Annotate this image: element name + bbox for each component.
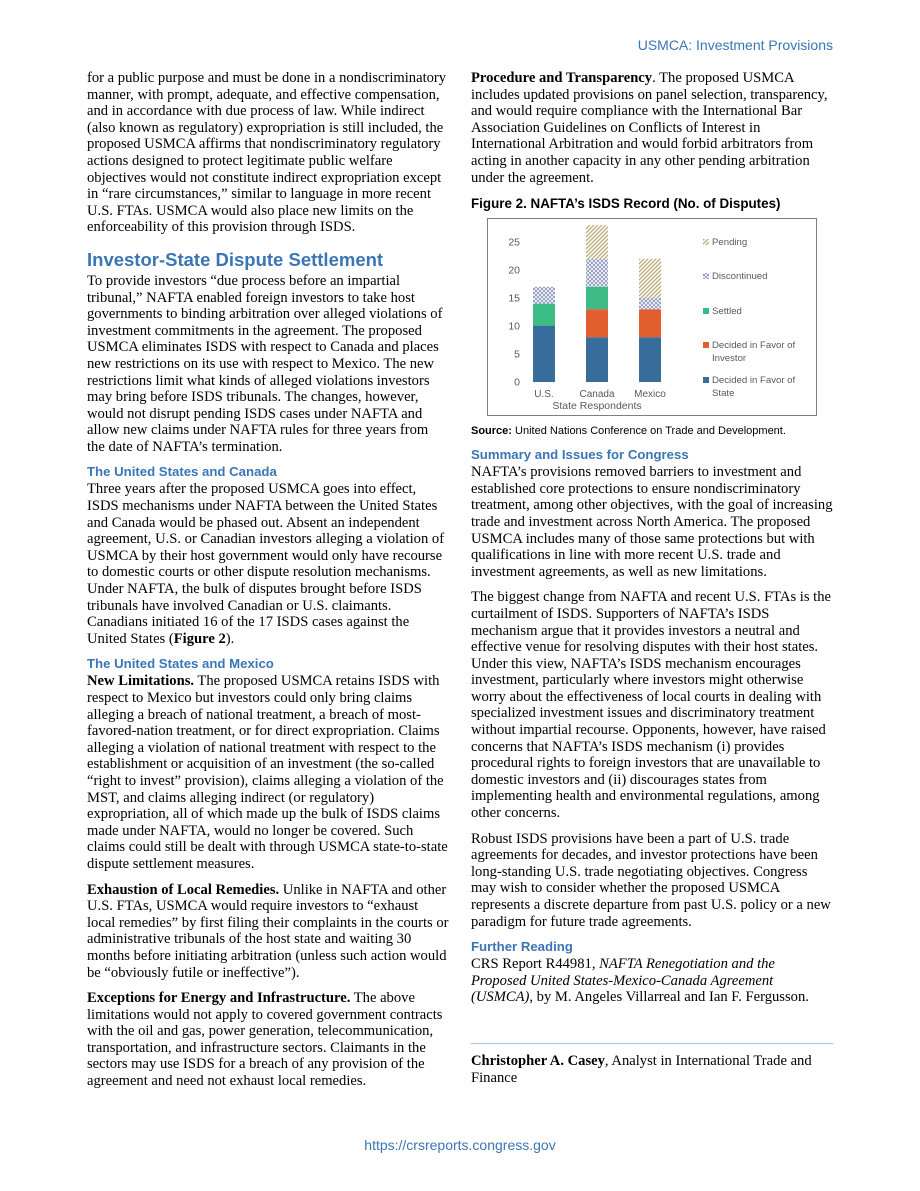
author-name: Christopher A. Casey <box>471 1052 605 1069</box>
bar-segment <box>586 225 608 259</box>
x-tick-label: Canada <box>579 389 615 401</box>
further-reading-heading: Further Reading <box>471 939 573 955</box>
procedure-label: Procedure and Transparency <box>471 70 653 86</box>
new-limitations-paragraph <box>87 673 449 872</box>
isds-heading: Investor-State Dispute Settlement <box>87 248 384 270</box>
intro-paragraph: for a public purpose and must be done in a nondiscriminatory manner, with prompt, adequate, and effective compensation, and in accordance with due process of law. While indirect (also known as regulatory) expropriation is still included, the proposed USMCA affirms that nondiscriminatory regulatory actions designed to protect legitimate public welfare objectives would not constitute indirect expropriation except in “rare circumstances,” similar to language in more recent U.S. FTAs. USMCA would also place new limits on the enforceability of this provision through ISDS. <box>87 70 447 236</box>
procedure-text: . The proposed USMCA includes updated provisions on panel selection, transparency, and would require compliance with the International Bar Association Guidelines on Conflicts of Interest in International Arbitration and would forbid arbitrators from acting in another capacity in any other pending arbitration under the agreement. <box>471 70 828 186</box>
legend-label: Investor <box>712 353 747 365</box>
bar-segment <box>586 309 608 337</box>
author-title: , Analyst in International Trade and Finance <box>471 1052 812 1086</box>
source-text: United Nations Conference on Trade and Development. <box>511 425 786 438</box>
summary-paragraph-3: Robust ISDS provisions have been a part of U.S. trade agreements for decades, and investor protections have been long-standing U.S. trade negotiating objectives. Congress may wish to consider whether the proposed USMCA represents a discrete departure from past U.S. policy or a new paradigm for future trade agreements. <box>471 830 831 930</box>
x-axis-title: State Respondents <box>552 400 642 413</box>
exceptions-paragraph <box>87 990 449 1090</box>
exhaustion-label: Exhaustion of Local Remedies. <box>87 881 280 898</box>
legend-swatch <box>703 377 709 383</box>
legend-label: Decided in Favor of <box>712 340 796 352</box>
canada-text-end: ). <box>225 630 235 647</box>
x-tick-label: U.S. <box>534 389 554 401</box>
bar-segment <box>533 304 555 326</box>
figure-2-reference[interactable]: Figure 2 <box>173 630 226 647</box>
isds-chart-frame <box>487 218 817 416</box>
report-title-link[interactable]: NAFTA Renegotiation and the Proposed United States-Mexico-Canada Agreement (USMCA) <box>471 956 775 1006</box>
legend-swatch <box>703 308 709 314</box>
y-tick-label: 20 <box>508 264 520 277</box>
bar-segment <box>586 259 608 287</box>
canada-text: Three years after the proposed USMCA goes into effect, ISDS mechanisms under NAFTA between the United States and Canada would be phased out. Absent an independent agreement, U.S. or Canadian investors alleging a violation of USMCA by their host government would only have recourse to domestic courts or other dispute resolution mechanisms. Under NAFTA, the bulk of disputes brought before ISDS tribunals have involved Canadian or U.S. claimants. Canadians initiated 16 of the 17 ISDS cases against the United States ( <box>87 481 445 647</box>
mexico-heading: The United States and Mexico <box>87 656 274 672</box>
legend-swatch <box>703 239 709 245</box>
summary-paragraph-2: The biggest change from NAFTA and recent U.S. FTAs is the curtailment of ISDS. Supporters of NAFTA’s ISDS mechanism argue that it provides investors a neutral and effective venue for resolving disputes with their host states. Under this view, NAFTA’s ISDS mechanism encourages investment, particularly where investors might otherwise worry about the effectiveness of local courts in dealing with specialized investment issues and discriminatory treatment without impartial recourse. Opponents, however, have raised concerns that NAFTA’s ISDS mechanism (i) provides procedural rights to foreign investors that are unavailable to domestic investors and (ii) discourages states from implementing health and environmental regulations, among other concerns. <box>471 589 832 822</box>
footer-url[interactable]: https://crsreports.congress.gov <box>364 1137 556 1153</box>
y-tick-label: 25 <box>508 236 520 249</box>
left-column <box>87 70 449 1099</box>
new-limitations-text: The proposed USMCA retains ISDS with respect to Mexico but investors could only bring claims alleging a breach of national treatment, a breach of most-favored-nation treatment, or for direct expropriation. Claims alleging a violation of national treatment with respect to the establishment or acquisition of an investment (the so-called “right to invest” provision), claims alleging a violation of the MST, and claims alleging indirect (or regulatory) expropriation, all of which made up the bulk of ISDS claims made under NAFTA, would no longer be covered. Such claims could still be dealt with through USMCA state-to-state dispute settlement measures. <box>87 673 448 872</box>
running-header: USMCA: Investment Provisions <box>637 37 833 53</box>
legend-label: Decided in Favor of <box>712 375 796 387</box>
bar-segment <box>533 287 555 304</box>
exceptions-text: The above limitations would not apply to covered government contracts with the oil and gas, power generation, telecommunication, transportation, and infrastructure sectors. Claimants in the sectors may use ISDS for a breach of any provision of the agreement and need not exhaust local remedies. <box>87 990 443 1090</box>
isds-chart <box>488 219 816 415</box>
legend-label: Settled <box>712 306 742 318</box>
legend-label: Pending <box>712 237 748 249</box>
canada-paragraph <box>87 481 449 647</box>
legend-swatch <box>703 342 709 348</box>
new-limitations-label: New Limitations. <box>87 673 195 690</box>
bar-segment <box>533 326 555 382</box>
summary-paragraph-1: NAFTA’s provisions removed barriers to investment and established core protections to ensure nondiscriminatory treatment, among other objectives, with the goal of increasing trade and investment across North America. The proposed USMCA includes many of those same protections but with qualifications in line with more recent U.S. trade and investment agreements, as well as new limitations. <box>471 464 833 580</box>
y-tick-label: 10 <box>508 320 520 333</box>
isds-paragraph: To provide investors “due process before an impartial tribunal,” NAFTA enabled foreign investors to take host governments to binding arbitration over alleged violations of investment commitments in the agreement. The proposed USMCA eliminates ISDS with respect to Canada and places new restrictions on its use with respect to Mexico. The new restrictions limit what kinds of alleged violations investors may bring before ISDS tribunals. The changes, however, would not disrupt pending ISDS cases under NAFTA and allow new claims under NAFTA rules for three years from the date of NAFTA’s termination. <box>87 272 443 455</box>
y-tick-label: 5 <box>514 348 520 361</box>
bar-segment <box>639 337 661 382</box>
summary-heading: Summary and Issues for Congress <box>471 447 689 463</box>
bar-segment <box>639 259 661 298</box>
legend-label: Discontinued <box>712 271 768 283</box>
exhaustion-text: Unlike in NAFTA and other U.S. FTAs, USMCA would require investors to “exhaust local remedies” by first filing their complaints in the courts or administrative tribunals of the host state and waiting 30 months before initiating arbitration (unless such action would be “obviously futile or ineffective”). <box>87 881 449 981</box>
bar-segment <box>639 298 661 309</box>
further-reading-paragraph <box>471 956 833 1006</box>
exceptions-label: Exceptions for Energy and Infrastructure. <box>87 990 351 1007</box>
figure-source <box>471 424 833 438</box>
right-column <box>471 70 833 1086</box>
bar-segment <box>586 337 608 382</box>
figure-title: Figure 2. NAFTA’s ISDS Record (No. of Disputes) <box>471 196 781 212</box>
x-tick-label: Mexico <box>634 389 666 401</box>
further-prefix: CRS Report R44981, <box>471 956 600 973</box>
canada-heading: The United States and Canada <box>87 464 277 480</box>
source-label: Source: <box>471 425 512 438</box>
y-tick-label: 15 <box>508 292 520 305</box>
legend-label: State <box>712 388 735 400</box>
further-suffix: , by M. Angeles Villarreal and Ian F. Fergusson. <box>529 989 809 1006</box>
bar-segment <box>639 309 661 337</box>
legend-swatch <box>703 273 709 279</box>
procedure-paragraph <box>471 70 833 186</box>
y-tick-label: 0 <box>514 376 520 389</box>
bar-segment <box>586 287 608 309</box>
exhaustion-paragraph <box>87 882 449 982</box>
author-block <box>471 1043 833 1086</box>
